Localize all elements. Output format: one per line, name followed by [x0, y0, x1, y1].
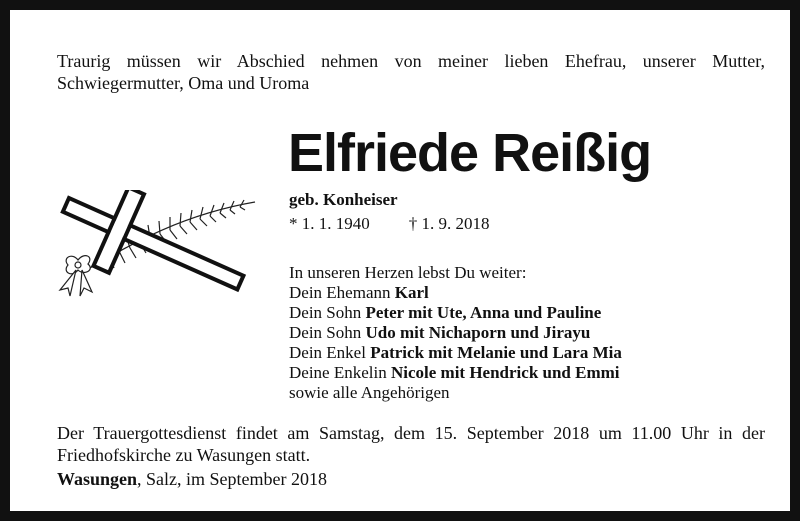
relative-line: [289, 303, 622, 323]
relation-label: Dein Ehemann: [289, 283, 395, 302]
heart-line: In unseren Herzen lebst Du weiter:: [289, 263, 527, 282]
intro-text: Traurig müssen wir Abschied nehmen von meiner lieben Ehefrau, unserer Mutter, Schwiegermutter, Oma und Uroma: [57, 51, 765, 93]
relative-names: Udo mit Nichaporn und Jirayu: [365, 323, 591, 342]
relative-line: [289, 323, 622, 343]
birth-name: geb. Konheiser: [289, 190, 398, 209]
service-text: Der Trauergottesdienst findet am Samstag, dem 15. September 2018 um 11.00 Uhr in der Friedhofskirche zu Wasungen statt.: [57, 423, 765, 465]
death-date: † 1. 9. 2018: [408, 214, 490, 233]
relation-label: Dein Sohn: [289, 303, 366, 322]
relative-names: Patrick mit Melanie und Lara Mia: [370, 343, 622, 362]
relative-names: Karl: [394, 283, 429, 302]
birth-date: * 1. 1. 1940: [289, 214, 370, 233]
relative-line: [289, 343, 622, 363]
relative-names: Nicole mit Hendrick und Emmi: [390, 363, 620, 382]
life-dates: [289, 214, 490, 234]
relation-label: Deine Enkelin: [289, 363, 391, 382]
closing-place: Wasungen: [57, 469, 138, 489]
relation-label: Dein Sohn: [289, 323, 366, 342]
relative-line: [289, 363, 622, 383]
others-line: sowie alle Angehörigen: [289, 383, 450, 402]
relative-names: Peter mit Ute, Anna und Pauline: [365, 303, 602, 322]
closing-rest: , Salz, im September 2018: [137, 469, 328, 489]
survivors-list: [289, 263, 622, 403]
deceased-name: Elfriede Reißig: [288, 123, 652, 183]
relative-line: [289, 283, 622, 303]
closing-line: [57, 469, 327, 490]
relation-label: Dein Enkel: [289, 343, 371, 362]
cross-with-palm-branch-icon: [40, 190, 270, 305]
